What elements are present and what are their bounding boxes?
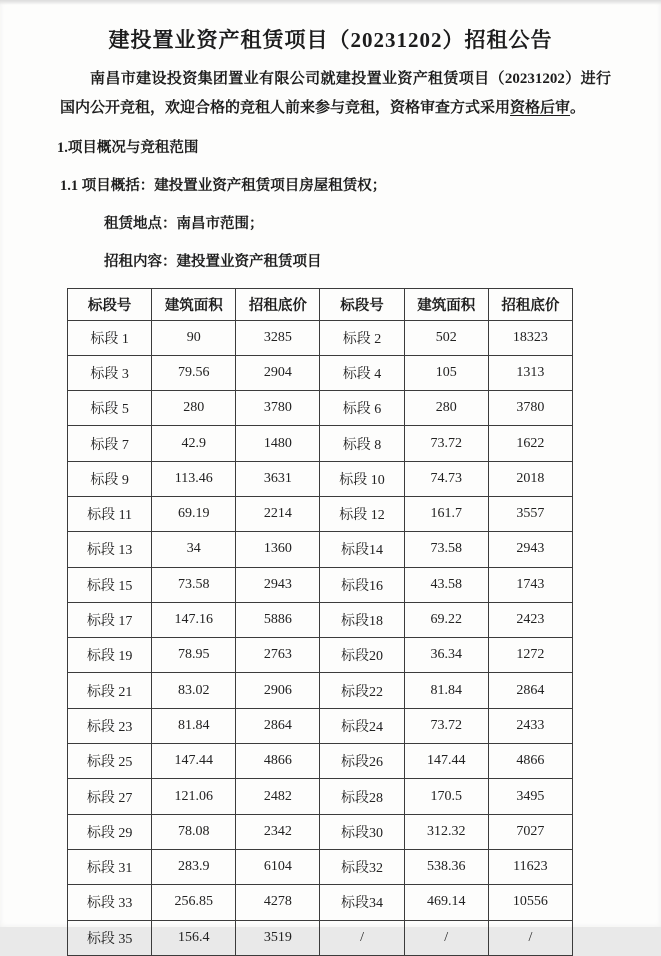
table-cell: 161.7 [404, 496, 488, 531]
table-cell: 3631 [236, 461, 320, 496]
rental-content-line: 招租内容：建投置业资产租赁项目 [104, 253, 322, 270]
table-cell: 1272 [488, 638, 572, 673]
table-row [68, 602, 573, 637]
table-cell: 标段 35 [68, 920, 152, 955]
table-cell: 3495 [488, 779, 572, 814]
table-cell: 4866 [488, 744, 572, 779]
table-cell: 2423 [488, 602, 572, 637]
table-row [68, 496, 573, 531]
header-row [68, 288, 573, 320]
table-cell: 2864 [236, 708, 320, 743]
table-cell: 3780 [236, 391, 320, 426]
table-row [68, 461, 573, 496]
table-cell: 312.32 [404, 814, 488, 849]
table-cell: 156.4 [152, 920, 236, 955]
table-row [68, 849, 573, 884]
table-cell: 3780 [488, 391, 572, 426]
table-cell: 标段26 [320, 744, 404, 779]
table-cell: 42.9 [152, 426, 236, 461]
table-cell: 标段 9 [68, 461, 152, 496]
table-cell: 83.02 [152, 673, 236, 708]
table-cell: 81.84 [404, 673, 488, 708]
table-cell: 6104 [236, 849, 320, 884]
table-row [68, 885, 573, 920]
item-1-1-project-summary: 1.1 项目概括：建投置业资产租赁项目房屋租赁权； [60, 177, 387, 194]
table-cell: 1360 [236, 532, 320, 567]
table-cell: 18323 [488, 320, 572, 355]
intro-paragraph [60, 65, 611, 124]
table-cell: 标段14 [320, 532, 404, 567]
table-cell: 标段 5 [68, 391, 152, 426]
table-cell: 469.14 [404, 885, 488, 920]
table-cell: 标段 3 [68, 355, 152, 390]
table-cell: 34 [152, 532, 236, 567]
table-cell: 7027 [488, 814, 572, 849]
page-title: 建投置业资产租赁项目（20231202）招租公告 [108, 28, 553, 52]
column-header-section-right: 标段号 [320, 288, 404, 320]
table-cell: 标段22 [320, 673, 404, 708]
table-cell: 标段 12 [320, 496, 404, 531]
table-row [68, 355, 573, 390]
table-cell: 74.73 [404, 461, 488, 496]
table-cell: 73.72 [404, 426, 488, 461]
table-cell: 11623 [488, 849, 572, 884]
table-cell: 标段 11 [68, 496, 152, 531]
table-cell: 标段 4 [320, 355, 404, 390]
table-cell: 2214 [236, 496, 320, 531]
table-cell: 标段 1 [68, 320, 152, 355]
table-cell: 73.58 [404, 532, 488, 567]
table-cell: 2763 [236, 638, 320, 673]
table-cell: 69.19 [152, 496, 236, 531]
table-row [68, 814, 573, 849]
table-row [68, 744, 573, 779]
rental-location-line: 租赁地点：南昌市范围； [104, 215, 264, 232]
table-cell: 2864 [488, 673, 572, 708]
table-cell: 105 [404, 355, 488, 390]
table-cell: 1480 [236, 426, 320, 461]
section-1-heading: 1.项目概况与竞租范围 [57, 139, 199, 156]
table-cell: 81.84 [152, 708, 236, 743]
table-cell: 3519 [236, 920, 320, 955]
table-cell: 标段24 [320, 708, 404, 743]
column-header-price-left: 招租底价 [236, 288, 320, 320]
table-cell: 标段 8 [320, 426, 404, 461]
table-cell: 标段 33 [68, 885, 152, 920]
table-cell: 标段18 [320, 602, 404, 637]
table-cell: 73.72 [404, 708, 488, 743]
table-cell: 10556 [488, 885, 572, 920]
table-cell: 标段 13 [68, 532, 152, 567]
table-cell: 69.22 [404, 602, 488, 637]
table-cell: 标段 29 [68, 814, 152, 849]
table-row [68, 426, 573, 461]
table-cell: 4866 [236, 744, 320, 779]
table-cell: 2943 [488, 532, 572, 567]
table-cell: 标段16 [320, 567, 404, 602]
table-cell: 73.58 [152, 567, 236, 602]
table-row [68, 708, 573, 743]
column-header-section-left: 标段号 [68, 288, 152, 320]
table-cell: 标段 27 [68, 779, 152, 814]
table-cell: 标段34 [320, 885, 404, 920]
table-cell: 标段 19 [68, 638, 152, 673]
table-cell: 283.9 [152, 849, 236, 884]
bid-table-body [68, 320, 573, 955]
column-header-price-right: 招租底价 [488, 288, 572, 320]
column-header-area-right: 建筑面积 [404, 288, 488, 320]
table-cell: 5886 [236, 602, 320, 637]
table-cell: 538.36 [404, 849, 488, 884]
table-cell: 79.56 [152, 355, 236, 390]
table-cell: 标段 15 [68, 567, 152, 602]
table-cell: 1313 [488, 355, 572, 390]
table-cell: 280 [404, 391, 488, 426]
table-cell: 3285 [236, 320, 320, 355]
table-cell: 2906 [236, 673, 320, 708]
table-cell: 2482 [236, 779, 320, 814]
table-cell: 标段 2 [320, 320, 404, 355]
table-cell: 147.44 [404, 744, 488, 779]
table-cell: 标段32 [320, 849, 404, 884]
table-cell: 2018 [488, 461, 572, 496]
table-cell: 78.95 [152, 638, 236, 673]
table-cell: 标段 6 [320, 391, 404, 426]
table-cell: 121.06 [152, 779, 236, 814]
table-cell: 113.46 [152, 461, 236, 496]
table-row [68, 673, 573, 708]
table-cell: 36.34 [404, 638, 488, 673]
table-cell: / [320, 920, 404, 955]
table-cell: 1743 [488, 567, 572, 602]
table-row [68, 638, 573, 673]
table-cell: 4278 [236, 885, 320, 920]
intro-underlined-term: 资格后审 [510, 100, 571, 117]
table-cell: 标段 25 [68, 744, 152, 779]
table-cell: 3557 [488, 496, 572, 531]
table-cell: 43.58 [404, 567, 488, 602]
table-cell: 78.08 [152, 814, 236, 849]
table-cell: 2433 [488, 708, 572, 743]
table-cell: / [404, 920, 488, 955]
table-cell: 147.16 [152, 602, 236, 637]
intro-period: 。 [570, 100, 586, 117]
table-cell: 标段 17 [68, 602, 152, 637]
table-row [68, 920, 573, 955]
table-cell: 170.5 [404, 779, 488, 814]
intro-text: 南昌市建设投资集团置业有限公司就建投置业资产租赁项目（20231202）进行国内公开竞租，欢迎合格的竞租人前来参与竞租，资格审查方式采用 [60, 71, 611, 117]
table-row [68, 779, 573, 814]
table-cell: 502 [404, 320, 488, 355]
table-cell: 标段28 [320, 779, 404, 814]
table-row [68, 320, 573, 355]
bid-table-header [68, 288, 573, 320]
table-cell: 标段 23 [68, 708, 152, 743]
table-cell: 标段 21 [68, 673, 152, 708]
table-cell: 标段 31 [68, 849, 152, 884]
table-row [68, 532, 573, 567]
table-cell: / [488, 920, 572, 955]
table-cell: 标段30 [320, 814, 404, 849]
table-cell: 标段 7 [68, 426, 152, 461]
table-cell: 2342 [236, 814, 320, 849]
bid-sections-table [67, 288, 573, 956]
table-cell: 标段20 [320, 638, 404, 673]
table-row [68, 567, 573, 602]
table-cell: 90 [152, 320, 236, 355]
table-cell: 256.85 [152, 885, 236, 920]
table-cell: 147.44 [152, 744, 236, 779]
column-header-area-left: 建筑面积 [152, 288, 236, 320]
table-cell: 2904 [236, 355, 320, 390]
table-cell: 280 [152, 391, 236, 426]
table-cell: 1622 [488, 426, 572, 461]
table-cell: 标段 10 [320, 461, 404, 496]
table-cell: 2943 [236, 567, 320, 602]
table-row [68, 391, 573, 426]
